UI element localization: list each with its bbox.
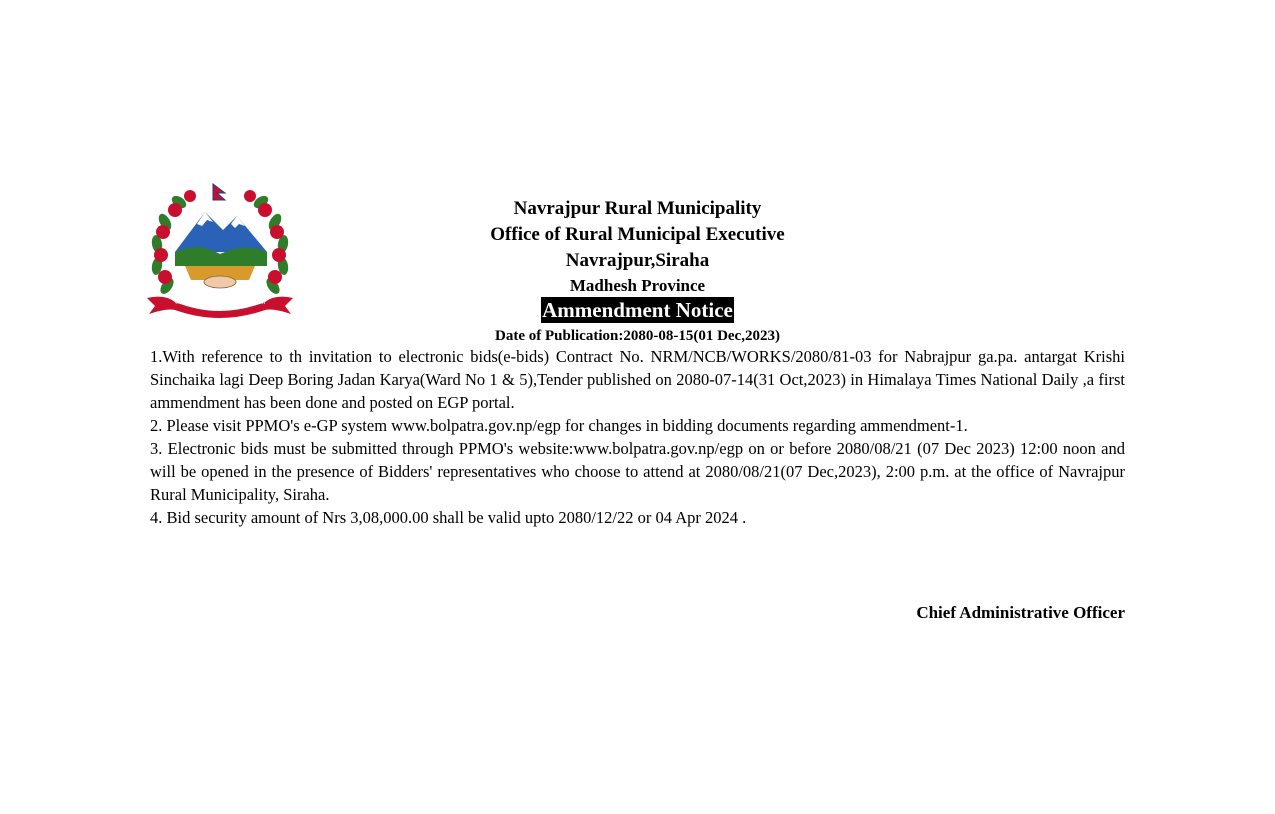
office-name: Office of Rural Municipal Executive xyxy=(490,224,785,245)
notice-title: Ammendment Notice xyxy=(542,298,733,322)
province: Madhesh Province xyxy=(569,276,706,295)
paragraph-2: 2. Please visit PPMO's e-GP system www.bolpatra.gov.np/egp for changes in bidding documents regarding ammendment-1. xyxy=(150,416,968,435)
paragraph-4: 4. Bid security amount of Nrs 3,08,000.00 shall be valid upto 2080/12/22 or 04 Apr 2024 . xyxy=(150,508,747,527)
emblem-motto: जननी जन्मभूमिश्च स्वर्गादपि गरीयसी xyxy=(174,298,266,306)
paragraph-3: 3. Electronic bids must be submitted through PPMO's website:www.bolpatra.gov.np/egp on or before 2080/08/21 (07 Dec 2023) 12:00 noon and will be opened in the presence of Bidders' representatives who choose to attend at 2080/08/21(07 Dec,2023), 2:00 p.m. at the office of Navrajpur Rural Municipality, Siraha. xyxy=(150,439,1125,504)
municipality-name: Navrajpur Rural Municipality xyxy=(513,198,762,219)
publication-date: Date of Publication:2080-08-15(01 Dec,2023) xyxy=(495,328,780,344)
paragraph-1: 1.With reference to th invitation to electronic bids(e-bids) Contract No. NRM/NCB/WORKS/2080/81-03 for Nabrajpur ga.pa. antargat Krishi Sinchaika lagi Deep Boring Jadan Karya(Ward No 1 & 5),Tender published on 2080-07-14(31 Oct,2023) in Himalaya Times National Daily ,a first ammendment has been done and posted on EGP portal. xyxy=(150,347,1125,412)
notice-body xyxy=(150,345,1125,529)
location: Navrajpur,Siraha xyxy=(565,250,710,271)
signature-title: Chief Administrative Officer xyxy=(916,603,1125,622)
notice-title-wrap xyxy=(0,297,1275,323)
